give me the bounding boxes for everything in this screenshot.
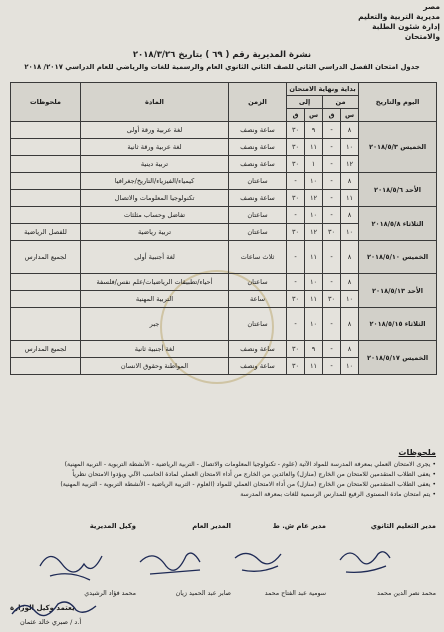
sig-title-ps: مدير عام ش. ط [272,522,326,530]
duration-cell: ساعة ونصف [229,190,287,207]
duration-cell: ساعة ونصف [229,358,287,375]
to-hour-cell: ٩ [305,341,323,358]
subject-cell: المواطنة وحقوق الانسان [81,358,229,375]
to-min-cell: ٣٠ [287,341,305,358]
from-min-cell: - [323,190,341,207]
note-item: • يجرى الامتحان العملي بمعرفة المدرسة للمواد الآتية (علوم - تكنولوجيا المعلومات والاتصال - التربية الرياضية - الأنشطة التربوية - التربية المهنية) [10,460,436,469]
day-date-cell: الأحد ٢٠١٨/٥/٦ [359,173,437,207]
sig-name-1: محمد نصر الدين محمد [377,590,436,597]
duration-cell: ساعتان [229,274,287,291]
header-duration: الزمن [229,83,287,122]
signature-titles [8,522,436,536]
note-cell [11,156,81,173]
exam-schedule-table [10,82,437,375]
header-start-end: بداية ونهاية الامتحان [287,83,359,96]
from-hour-cell: ١٠ [341,224,359,241]
from-hour-cell: ١٢ [341,156,359,173]
to-hour-cell: ١٠ [305,274,323,291]
duration-cell: ساعة ونصف [229,122,287,139]
note-cell [11,358,81,375]
from-min-cell: - [323,156,341,173]
from-min-cell: - [323,274,341,291]
to-hour-cell: ١١ [305,241,323,274]
from-hour-cell: ١٠ [341,358,359,375]
to-hour-cell: ١٢ [305,190,323,207]
from-hour-cell: ١١ [341,190,359,207]
note-cell: للفصل الرياضية [11,224,81,241]
from-hour-cell: ٨ [341,207,359,224]
to-hour-cell: ١١ [305,139,323,156]
note-cell: لجميع المدارس [11,241,81,274]
approval-title: يعتمد وكيل الوزارة [10,604,75,612]
table-row [11,341,437,358]
from-hour-cell: ٨ [341,341,359,358]
duration-cell: ساعتان [229,173,287,190]
subject-cell: تكنولوجيا المعلومات والاتصال [81,190,229,207]
header-notes: ملحوظات [11,83,81,122]
notes-list [10,460,436,500]
day-date-cell: الثلاثاء ٢٠١٨/٥/١٥ [359,308,437,341]
table-row [11,308,437,341]
from-hour-cell: ١٠ [341,139,359,156]
note-cell [11,291,81,308]
header-line-2: مديرية التربية والتعليم [358,12,440,21]
to-hour-cell: ١١ [305,291,323,308]
to-min-cell: ٣٠ [287,291,305,308]
from-hour-cell: ٨ [341,173,359,190]
duration-cell: ثلاث ساعات [229,241,287,274]
to-min-cell: ٣٠ [287,224,305,241]
subject-cell: تربية رياضية [81,224,229,241]
note-cell [11,207,81,224]
sig-title-secondary: مدير التعليم الثانوي [370,522,436,530]
header-line-3: إدارة شئون الطلبة والامتحان [372,22,440,41]
day-date-cell: الأحد ٢٠١٨/٥/١٣ [359,274,437,308]
from-hour-cell: ١٠ [341,291,359,308]
note-cell [11,173,81,190]
duration-cell: ساعتان [229,224,287,241]
duration-cell: ساعة ونصف [229,156,287,173]
note-cell [11,122,81,139]
header-line-1: مصر [423,2,440,11]
note-cell [11,139,81,156]
note-item: • يعفى الطلاب المتقدمين للامتحان من الخارج (منازل) والعائدين من الخارج من أداء الامتحان العملي لمادة الحاسب الآلي ويؤدوا الامتحان نظرياً [10,470,436,479]
subject-cell: لغة عربية ورقة أولى [81,122,229,139]
header-subject: المادة [81,83,229,122]
to-min-cell: - [287,308,305,341]
table-row [11,207,437,224]
header-to-hour: س [305,109,323,122]
from-hour-cell: ٨ [341,308,359,341]
subject-cell: تربية دينية [81,156,229,173]
to-hour-cell: ٩ [305,122,323,139]
approval-name: أ.د / صبري خالد عثمان [20,618,82,626]
header-from-min: ق [323,109,341,122]
table-row [11,122,437,139]
duration-cell: ساعتان [229,207,287,224]
subject-cell: كيمياء/الفيزياء/التاريخ/جغرافيا [81,173,229,190]
note-cell [11,274,81,291]
from-min-cell: ٣٠ [323,224,341,241]
from-hour-cell: ٨ [341,274,359,291]
day-date-cell: الخميس ٢٠١٨/٥/١٠ [359,241,437,274]
note-cell [11,190,81,207]
header-to-min: ق [287,109,305,122]
to-min-cell: - [287,241,305,274]
to-hour-cell: ١٠ [305,173,323,190]
header-from-hour: س [341,109,359,122]
sig-title-general: المدير العام [192,522,231,530]
to-hour-cell: ١٠ [305,207,323,224]
subject-cell: لغة عربية ورقة ثانية [81,139,229,156]
to-min-cell: - [287,173,305,190]
to-min-cell: ٣٠ [287,358,305,375]
duration-cell: ساعة [229,291,287,308]
bulletin-title: نشرة المديرية رقم ( ٦٩ ) بتاريخ ٢٠١٨/٣/٢٦ [132,50,312,60]
from-min-cell: - [323,173,341,190]
duration-cell: ساعتان [229,308,287,341]
duration-cell: ساعة ونصف [229,139,287,156]
to-min-cell: - [287,274,305,291]
handwritten-signatures [10,536,434,592]
subject-cell: التربية المهنية [81,291,229,308]
ministry-header [348,2,440,42]
note-item: • يتم امتحان مادة المستوى الرفيع للمدارس الرسمية للغات بمعرفة المدرسة [10,490,436,499]
from-min-cell: - [323,139,341,156]
to-min-cell: ٣٠ [287,139,305,156]
from-min-cell: - [323,207,341,224]
header-from: من [323,96,359,109]
table-row [11,173,437,190]
subject-cell: تفاضل وحساب مثلثات [81,207,229,224]
from-min-cell: - [323,308,341,341]
note-cell: لجميع المدارس [11,341,81,358]
duration-cell: ساعة ونصف [229,341,287,358]
day-date-cell: الخميس ٢٠١٨/٥/١٧ [359,341,437,375]
table-row [11,274,437,291]
day-date-cell: الثلاثاء ٢٠١٨/٥/٨ [359,207,437,241]
header-day: اليوم والتاريخ [359,83,437,122]
to-min-cell: - [287,207,305,224]
to-hour-cell: ١١ [305,358,323,375]
sig-title-deputy: وكيل المديرية [89,522,136,530]
from-min-cell: - [323,122,341,139]
to-hour-cell: ١٠ [305,308,323,341]
to-min-cell: ٣٠ [287,122,305,139]
notes-title: ملحوظات [398,448,436,457]
schedule-subtitle: جدول امتحان الفصل الدراسي الثاني للصف الثاني الثانوي العام والرسمية للغات والرياضي للعام الدراسي ٢٠١٧/ ٢٠١٨ [24,63,420,71]
approval-signature [4,596,114,622]
from-min-cell: - [323,241,341,274]
note-item: • يعفى الطلاب المتقدمين للامتحان من الخارج (منازل) من أداء الامتحان العملي للمواد (العلوم - التربية الرياضية - الأنشطة التربوية - التربية المهنية) [10,480,436,489]
subject-cell: لغة أجنبية أولى [81,241,229,274]
subject-cell: لغة أجنبية ثانية [81,341,229,358]
to-hour-cell: ١ [305,156,323,173]
table-row [11,241,437,274]
to-min-cell: ٣٠ [287,156,305,173]
day-date-cell: الخميس ٢٠١٨/٥/٣ [359,122,437,173]
to-hour-cell: ١٢ [305,224,323,241]
from-hour-cell: ٨ [341,241,359,274]
sig-name-2: سومية عبد الفتاح محمد [264,590,326,597]
sig-name-4: محمد فؤاد الرشيدي [84,590,136,597]
sig-name-3: صابر عبد الحميد زيان [175,590,231,597]
subject-cell: جبر [81,308,229,341]
from-min-cell: ٣٠ [323,291,341,308]
from-min-cell: - [323,341,341,358]
from-hour-cell: ٨ [341,122,359,139]
subject-cell: أحياء/تطبيقات الرياضيات/علم نفس/فلسفة [81,274,229,291]
header-to: إلى [287,96,323,109]
to-min-cell: ٣٠ [287,190,305,207]
note-cell [11,308,81,341]
schedule-body [11,122,437,375]
from-min-cell: - [323,358,341,375]
